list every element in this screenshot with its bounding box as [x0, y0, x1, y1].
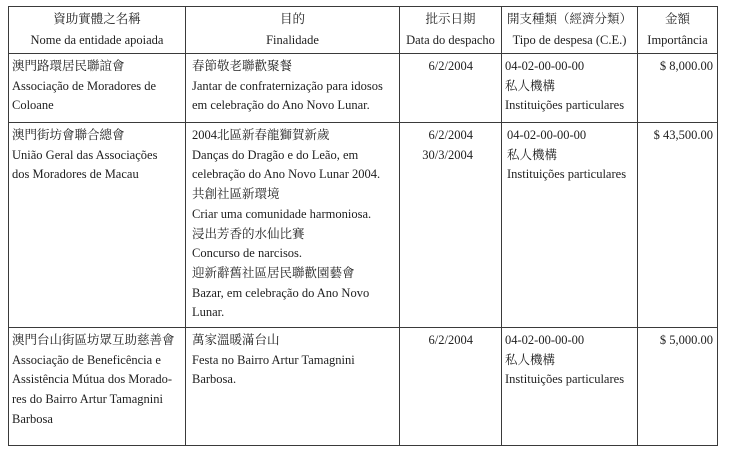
table-row-1-entity — [12, 57, 184, 116]
table-row-3-entity — [12, 331, 184, 430]
date-line: 6/2/2004 — [428, 59, 473, 73]
type-line: 私人機構 — [505, 78, 556, 93]
purpose-line: Lunar. — [192, 305, 225, 320]
purpose-line: celebração do Ano Novo Lunar 2004. — [192, 167, 381, 182]
header-date-pt: Data do despacho — [406, 33, 495, 47]
table-row-2-entity — [12, 126, 184, 185]
header-purpose-zh: 目的 — [279, 12, 305, 26]
row-divider — [9, 122, 717, 123]
header-purpose — [186, 7, 399, 53]
header-type — [502, 7, 637, 53]
table-row-3-purpose — [192, 331, 398, 390]
purpose-line: Danças do Dragão e do Leão, em — [192, 147, 359, 162]
type-line: 私人機構 — [505, 352, 556, 367]
purpose-line: Criar uma comunidade harmoniosa. — [192, 206, 372, 221]
type-line: Instituições particulares — [505, 372, 625, 387]
entity-line: Assistência Mútua dos Morado- — [12, 372, 173, 387]
header-purpose-pt: Finalidade — [266, 33, 319, 47]
purpose-line: Concurso de narcisos. — [192, 246, 303, 261]
table-row-3-date — [409, 331, 473, 351]
purpose-line: Bazar, em celebração do Ano Novo — [192, 285, 370, 300]
amount-value: $ 5,000.00 — [659, 333, 713, 347]
amount-value: $ 8,000.00 — [659, 59, 713, 73]
table-row-1-purpose — [192, 57, 398, 116]
header-amount — [638, 7, 717, 53]
entity-line: dos Moradores de Macau — [12, 167, 139, 182]
row-divider — [9, 327, 717, 328]
entity-line: Coloane — [12, 98, 54, 113]
date-line: 6/2/2004 — [428, 333, 473, 347]
column-divider — [501, 7, 502, 445]
entity-line: 澳門台山街區坊眾互助慈善會 — [12, 333, 175, 347]
header-type-pt: Tipo de despesa (C.E.) — [512, 33, 627, 47]
table-row-3-amount — [638, 331, 713, 351]
purpose-line: 2004北區新春龍獅賀新歲 — [192, 128, 330, 142]
date-line: 30/3/2004 — [422, 147, 473, 162]
header-entity-zh: 資助實體之名稱 — [53, 12, 141, 26]
type-line: Instituições particulares — [505, 98, 625, 113]
entity-line: 澳門路環居民聯誼會 — [12, 59, 125, 73]
header-amount-zh: 金額 — [664, 12, 690, 26]
purpose-line: 共創社區新環境 — [192, 187, 280, 202]
entity-line: res do Bairro Artur Tamagnini — [12, 392, 163, 407]
type-line: 04-02-00-00-00 — [505, 333, 585, 347]
entity-line: União Geral das Associações — [12, 147, 158, 162]
table-row-3-type — [505, 331, 636, 390]
table-row-2-purpose — [192, 126, 398, 323]
table-row-1-amount — [638, 57, 713, 77]
table-row-2-type — [507, 126, 636, 185]
amount-value: $ 43,500.00 — [653, 128, 713, 142]
column-divider — [399, 7, 400, 445]
header-entity-pt: Nome da entidade apoiada — [30, 33, 164, 47]
header-date — [400, 7, 501, 53]
header-date-zh: 批示日期 — [425, 12, 476, 26]
entity-line: Associação de Moradores de — [12, 78, 157, 93]
entity-line: 澳門街坊會聯合總會 — [12, 128, 125, 142]
type-line: 04-02-00-00-00 — [507, 128, 587, 142]
table-row-1-type — [505, 57, 636, 116]
row-divider — [9, 53, 717, 54]
type-line: 04-02-00-00-00 — [505, 59, 585, 73]
purpose-line: Barbosa. — [192, 372, 237, 387]
expense-table — [8, 6, 718, 446]
purpose-line: 浸出芳香的水仙比賽 — [192, 226, 305, 241]
header-entity — [9, 7, 185, 53]
table-row-2-date — [409, 126, 481, 165]
type-line: 私人機構 — [507, 147, 558, 162]
purpose-line: em celebração do Ano Novo Lunar. — [192, 98, 370, 113]
entity-line: Barbosa — [12, 411, 53, 426]
purpose-line: 迎新辭舊社區居民聯歡園藝會 — [192, 265, 355, 280]
purpose-line: Jantar de confraternização para idosos — [192, 78, 383, 93]
purpose-line: 春節敬老聯歡聚餐 — [192, 59, 293, 73]
type-line: Instituições particulares — [507, 167, 627, 182]
table-row-2-amount — [638, 126, 713, 146]
date-line: 6/2/2004 — [428, 128, 473, 142]
header-type-zh: 開支種類（經濟分類） — [506, 12, 632, 26]
header-amount-pt: Importância — [647, 33, 708, 47]
purpose-line: 萬家溫暖滿台山 — [192, 333, 280, 347]
table-row-1-date — [409, 57, 473, 77]
entity-line: Associação de Beneficência e — [12, 352, 161, 367]
purpose-line: Festa no Bairro Artur Tamagnini — [192, 352, 355, 367]
column-divider — [185, 7, 186, 445]
